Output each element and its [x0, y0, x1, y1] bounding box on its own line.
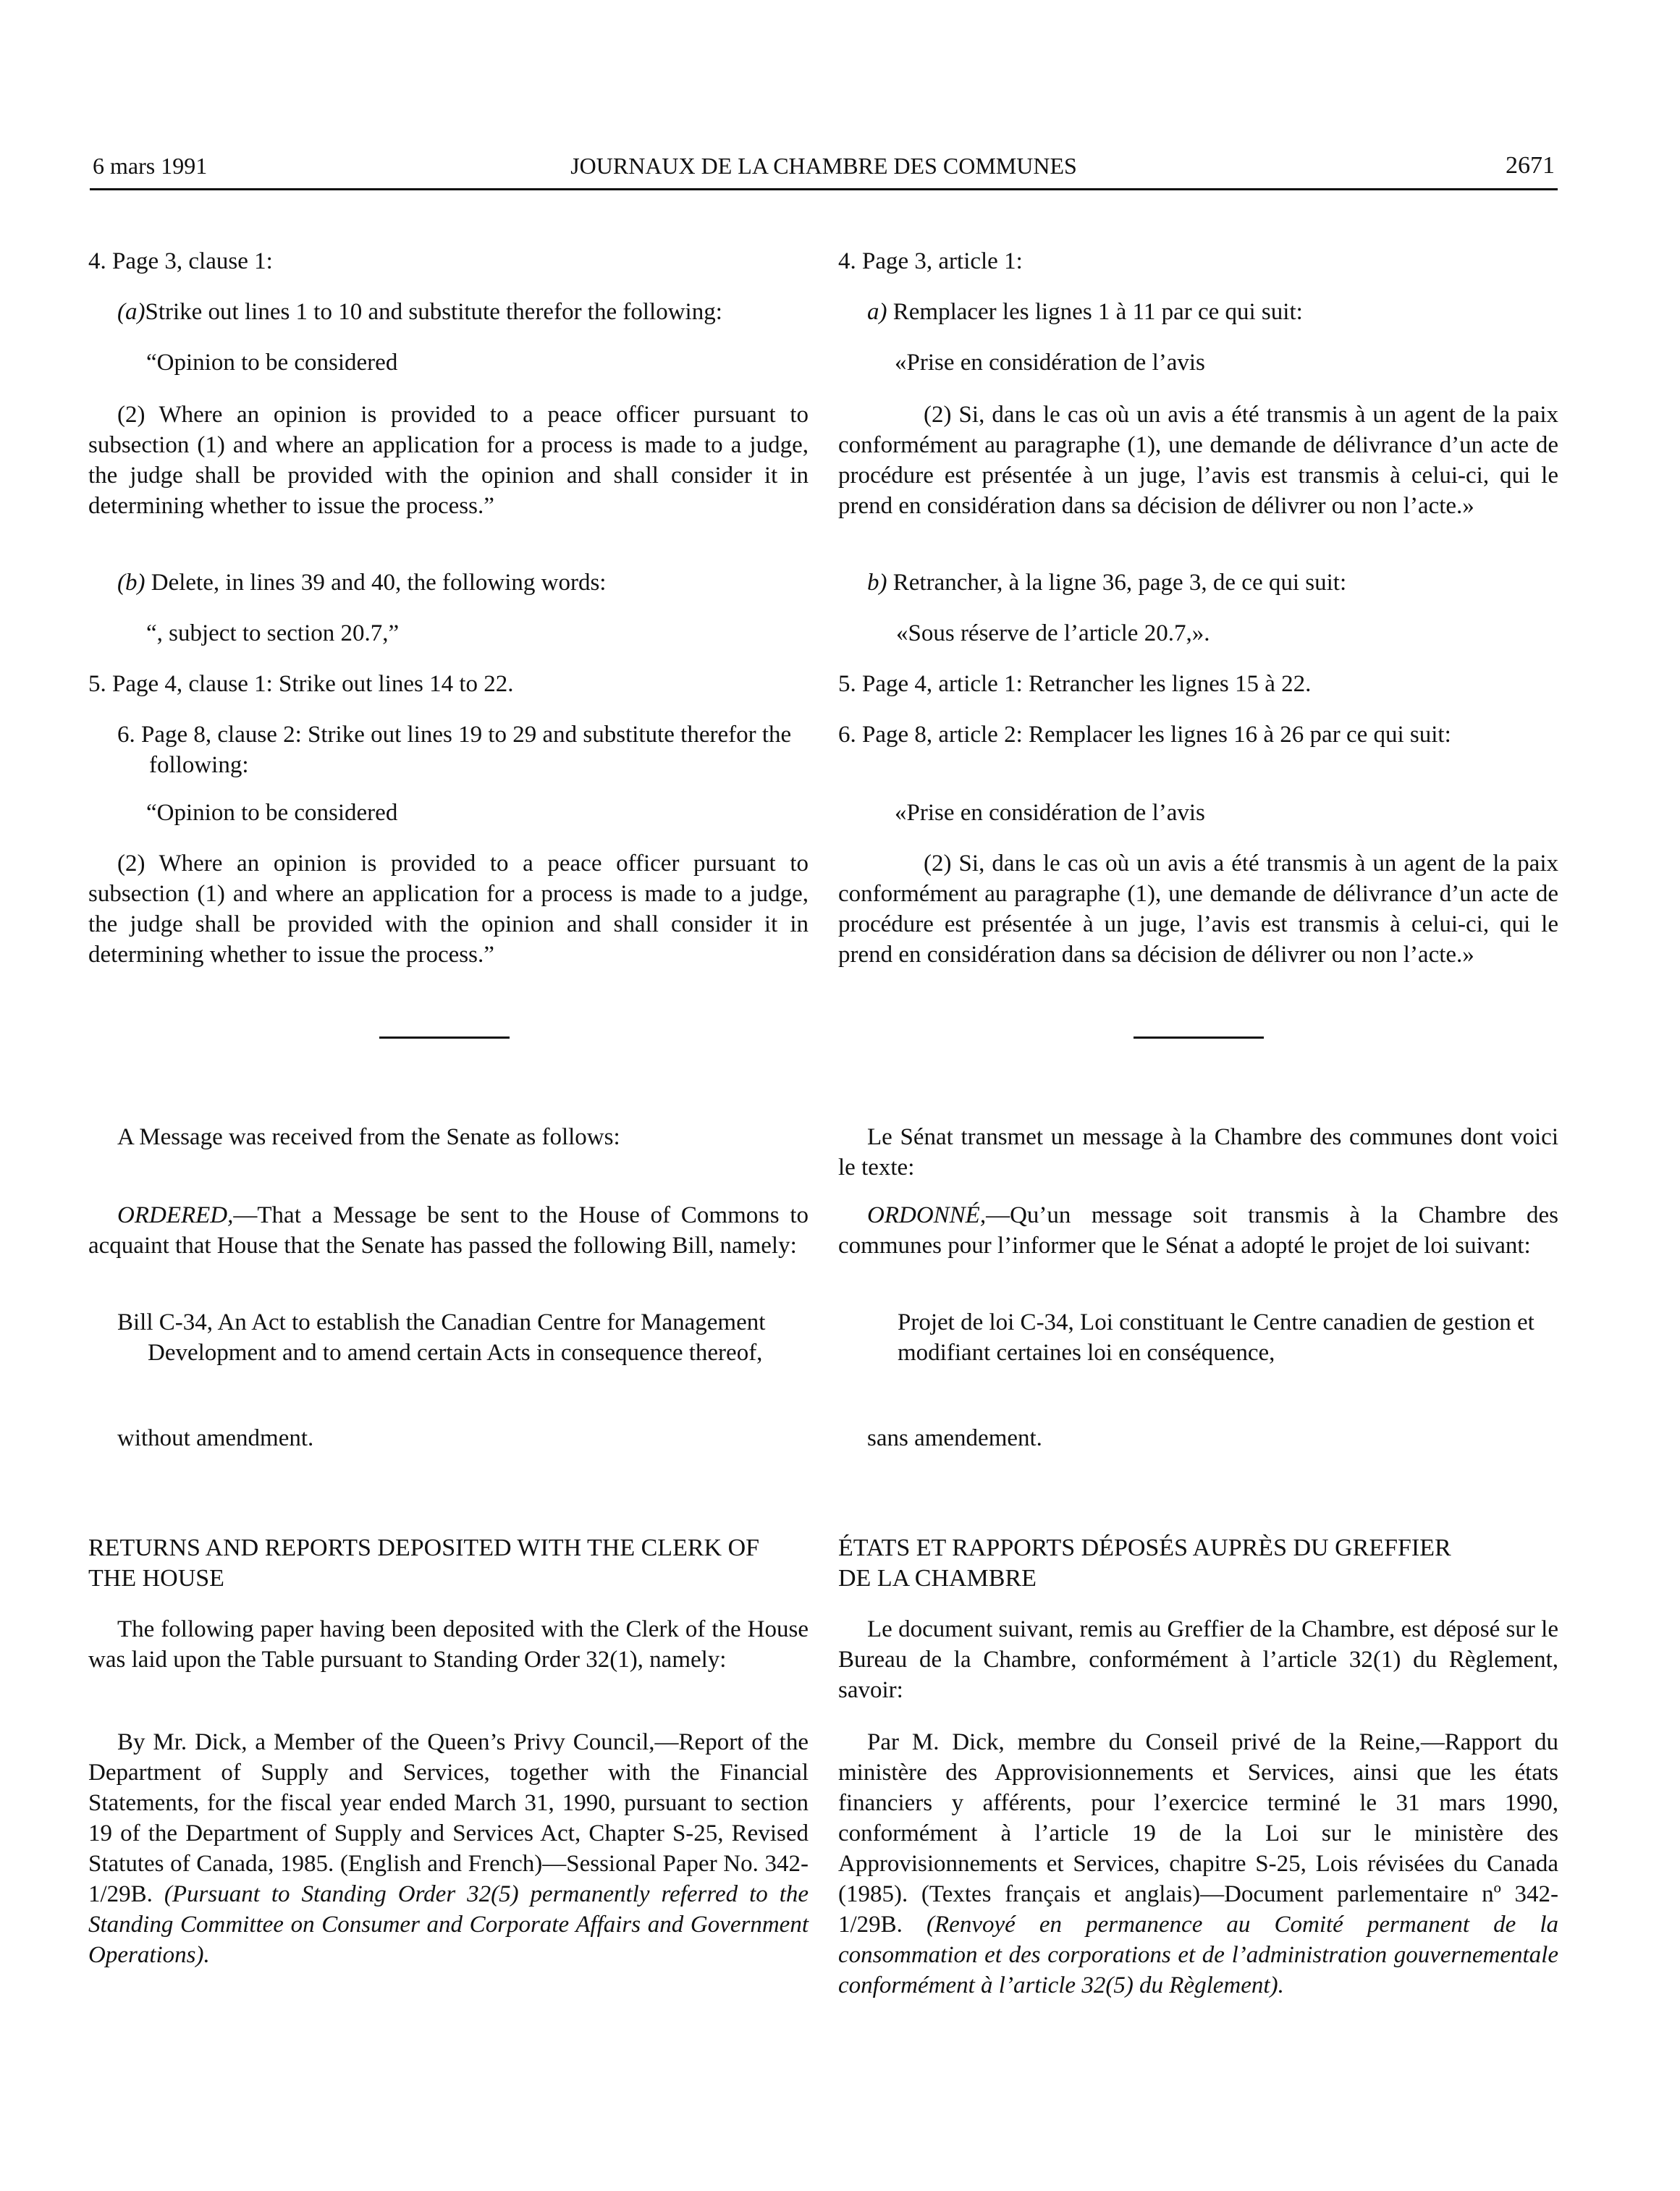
returns-intro-fr: Le document suivant, remis au Greffier de la Chambre, est déposé sur le Bureau de la Chambre, conformément à l’article 32(1) du Règlement, savoir: — [838, 1616, 1558, 1703]
item-4b-text: Delete, in lines 39 and 40, the following words: — [151, 570, 607, 596]
header-date: 6 mars 1991 — [93, 153, 208, 179]
bill-c34: Bill C-34, An Act to establish the Canadian Centre for Management Development and to amend certain Acts in consequence thereof, — [117, 1309, 766, 1366]
opinion-title-2-fr: «Prise en considération de l’avis — [895, 800, 1205, 826]
amendment-item-5: 5. Page 4, clause 1: Strike out lines 14 to 22. — [88, 671, 514, 697]
amendment-item-6-fr: 6. Page 8, article 2: Remplacer les lignes 16 à 26 par ce qui suit: — [838, 722, 1451, 748]
message-intro-fr: Le Sénat transmet un message à la Chambre des communes dont voici le texte: — [838, 1124, 1558, 1181]
returns-referral-fr: (Renvoyé en permanence au Comité permanent de la consommation et des corporations et de l’administration gouvernementale conformément à l’article 32(5) du Règlement). — [838, 1912, 1559, 1998]
opinion-body-1: (2) Where an opinion is provided to a peace officer pursuant to subsection (1) and where an application for a process is made to a judge, the judge shall be provided with the opinion and shall consider it in determining whether to issue the process.” — [88, 402, 809, 519]
ordered-text: —That a Message be sent to the House of Commons to acquaint that House that the Senate has passed the following Bill, namely: — [88, 1202, 809, 1259]
opinion-body-2: (2) Where an opinion is provided to a peace officer pursuant to subsection (1) and where an application for a process is made to a judge, the judge shall be provided with the opinion and shall consider it in determining whether to issue the process.” — [88, 850, 809, 968]
amendment-item-4a-fr — [838, 297, 1558, 327]
french-column — [838, 0, 1558, 2191]
item-4b-label-fr: b) — [867, 570, 887, 596]
opinion-title-2: “Opinion to be considered — [146, 800, 398, 826]
amendment-item-4-fr: 4. Page 3, article 1: — [838, 248, 1023, 274]
opinion-body-1-fr: (2) Si, dans le cas où un avis a été transmis à un agent de la paix conformément au paragraphe (1), une demande de délivrance d’un acte de procédure est présentée à un juge, l’avis est transmis à celui-ci, qui le prend en considération dans sa décision de délivrer ou non l’acte.» — [838, 402, 1558, 519]
returns-body-text: By Mr. Dick, a Member of the Queen’s Privy Council,—Report of the Department of Supply and Services, together with the Financial Statements, for the fiscal year ended March 31, 1990, pursuant to section 19 of the Department of Supply and Services Act, Chapter S-25, Revised Statutes of Canada, 1985. (English and French)—Sessional Paper No. 342-1/29B. — [88, 1729, 809, 1907]
item-4a-label-fr: a) — [867, 299, 887, 325]
section-divider-left — [379, 1037, 510, 1039]
item-4a-label: (a) — [117, 299, 145, 325]
quote-reserve-fr: «Sous réserve de l’article 20.7,». — [896, 620, 1210, 646]
returns-intro: The following paper having been deposited with the Clerk of the House was laid upon the Table pursuant to Standing Order 32(1), namely: — [88, 1616, 809, 1673]
ordered-paragraph-fr — [838, 1200, 1558, 1261]
opinion-body-2-fr: (2) Si, dans le cas où un avis a été transmis à un agent de la paix conformément au paragraphe (1), une demande de délivrance d’un acte de procédure est présentée à un juge, l’avis est transmis à celui-ci, qui le prend en considération dans sa décision de délivrer ou non l’acte.» — [838, 850, 1558, 968]
header-page-number: 2671 — [1506, 152, 1555, 179]
ordered-label-fr: ORDONNÉ, — [867, 1202, 987, 1228]
item-4b-label: (b) — [117, 570, 145, 596]
without-amendment-fr: sans amendement. — [867, 1425, 1042, 1451]
amendment-item-4b-fr — [838, 567, 1558, 598]
item-4b-text-fr: Retrancher, à la ligne 36, page 3, de ce qui suit: — [892, 570, 1347, 596]
amendment-item-4b — [88, 567, 809, 598]
without-amendment: without amendment. — [117, 1425, 314, 1451]
amendment-item-5-fr: 5. Page 4, article 1: Retrancher les lignes 15 à 22. — [838, 671, 1312, 697]
message-intro: A Message was received from the Senate as follows: — [117, 1124, 620, 1150]
amendment-item-4: 4. Page 3, clause 1: — [88, 248, 273, 274]
amendment-item-4a — [88, 297, 809, 327]
returns-body-fr — [838, 1727, 1558, 2001]
section-divider-right — [1134, 1037, 1264, 1039]
opinion-title-1: “Opinion to be considered — [146, 350, 398, 376]
ordered-text-fr: —Qu’un message soit transmis à la Chambre des communes pour l’informer que le Sénat a adopté le projet de loi suivant: — [838, 1202, 1558, 1259]
header-title: JOURNAUX DE LA CHAMBRE DES COMMUNES — [570, 153, 1077, 179]
amendment-item-6: 6. Page 8, clause 2: Strike out lines 19 to 29 and substitute therefor the following: — [117, 722, 792, 778]
returns-heading-fr: ÉTATS ET RAPPORTS DÉPOSÉS AUPRÈS DU GREFFIER DE LA CHAMBRE — [838, 1534, 1451, 1592]
ordered-label: ORDERED, — [117, 1202, 234, 1228]
returns-referral: (Pursuant to Standing Order 32(5) permanently referred to the Standing Committee on Consumer and Corporate Affairs and Government Operations). — [88, 1881, 809, 1968]
quote-subject: “, subject to section 20.7,” — [146, 620, 400, 646]
ordered-paragraph — [88, 1200, 809, 1261]
item-4a-text-fr: Remplacer les lignes 1 à 11 par ce qui suit: — [892, 299, 1303, 325]
returns-body-text-fr: Par M. Dick, membre du Conseil privé de la Reine,—Rapport du ministère des Approvisionnements et Services, ainsi que les états financiers y afférents, pour l’exercice terminé le 31 mars 1990, conformément à l’article 19 de la Loi sur le ministère des Approvisionnements et Services, chapitre S-25, Lois révisées du Canada (1985). (Textes français et anglais)—Document parlementaire nº 342-1/29B. — [838, 1729, 1558, 1938]
returns-heading: RETURNS AND REPORTS DEPOSITED WITH THE CLERK OF THE HOUSE — [88, 1534, 760, 1592]
opinion-title-1-fr: «Prise en considération de l’avis — [895, 350, 1205, 376]
english-column — [88, 0, 809, 2191]
bill-c34-fr: Projet de loi C-34, Loi constituant le Centre canadien de gestion et modifiant certaines loi en conséquence, — [898, 1309, 1535, 1366]
item-4a-text: Strike out lines 1 to 10 and substitute therefor the following: — [145, 299, 722, 325]
returns-body — [88, 1727, 809, 1970]
